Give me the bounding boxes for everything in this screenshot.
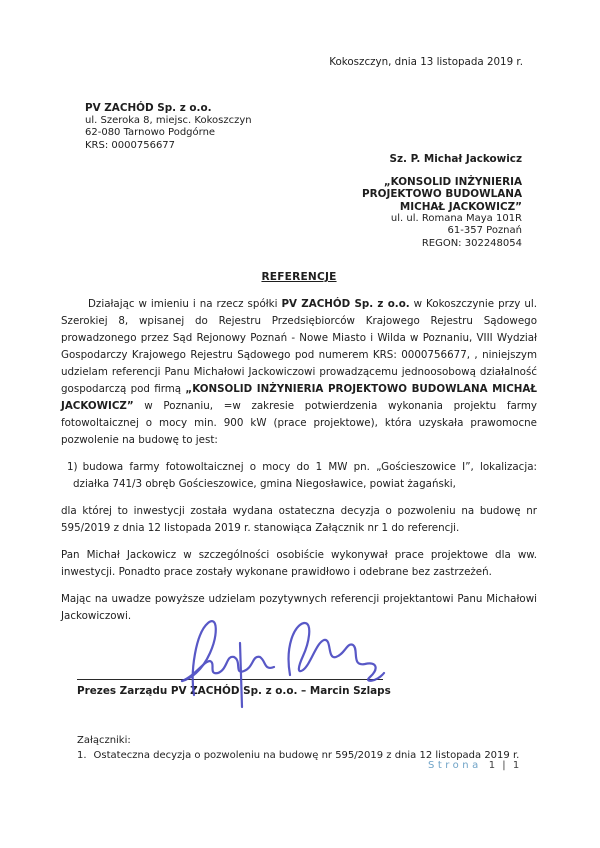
list-item-investment (61, 459, 537, 493)
attachments-label: Załączniki: (77, 735, 131, 747)
signature-ink-strokes (182, 621, 384, 707)
sender-name: PV ZACHÓD Sp. z o.o. (85, 102, 212, 114)
paragraph-intro (61, 296, 537, 449)
p1-start: Działając w imieniu i na rzecz spółki (88, 298, 282, 311)
attachment-item-text: Ostateczna decyzja o pozwoleniu na budowę nr 595/2019 z dnia 12 listopada 2019 r. (93, 749, 520, 761)
recipient-regon: REGON: 302248054 (421, 237, 522, 249)
recipient-address-line1: ul. ul. Romana Maya 101R (390, 213, 522, 224)
recipient-address-line2: 61-357 Poznań (447, 225, 522, 237)
p1-end: w Poznaniu, =w zakresie potwierdzenia wykonania projektu farmy fotowoltaicznej o mocy min. 900 kW (prace projektowe), która uzyskała prawomocne pozwolenie na budowę to jest: (61, 400, 537, 447)
recipient-company-line2: PROJEKTOWO BUDOWLANA (362, 188, 522, 201)
signature-ink (132, 609, 394, 711)
document-title: REFERENCJE (261, 271, 337, 284)
recipient-company-line1: „KONSOLID INŻYNIERIA (383, 175, 522, 188)
list-item-marker: 1) (67, 461, 78, 474)
sender-address-line1: ul. Szeroka 8, miejsc. Kokoszczyn (85, 114, 252, 126)
sender-krs: KRS: 0000756677 (85, 139, 176, 151)
signature-block (77, 625, 537, 727)
letter-date: Kokoszczyn, dnia 13 listopada 2019 r. (329, 56, 523, 68)
paragraph-decision: dla której to inwestycji została wydana ostateczna decyzja o pozwoleniu na budowę nr 595/2019 z dnia 12 listopada 2019 r. stanowiąca Załącznik nr 1 do referencji. (61, 505, 537, 535)
attachment-item-marker: 1. (77, 749, 87, 761)
sender-block (85, 102, 537, 152)
page-footer (428, 757, 521, 774)
paragraph-work-quality: Pan Michał Jackowicz w szczególności osobiście wykonywał prace projektowe dla ww. inwestycji. Ponadto prace zostały wykonane prawidłowo i odebrane bez zastrzeżeń. (61, 549, 537, 579)
recipient-block (61, 153, 537, 250)
footer-page-number: 1 | 1 (488, 760, 522, 771)
p1-recipient-company-bold: „KONSOLID INŻYNIERIA PROJEKTOWO BUDOWLANA MICHAŁ JACKOWICZ” (61, 383, 537, 413)
paragraph-conclusion: Mając na uwadze powyższe udzielam pozytywnych referencji projektantowi Panu Michałowi Jackowiczowi. (61, 593, 537, 623)
recipient-company-line3: MICHAŁ JACKOWICZ” (399, 200, 522, 213)
sender-address-line2: 62-080 Tarnowo Podgórne (85, 127, 216, 139)
list-item-text: budowa farmy fotowoltaicznej o mocy do 1 MW pn. „Gościeszowice I”, lokalizacja: działka 741/3 obręb Gościeszowice, gmina Niegosławice, powiat żagański, (73, 461, 537, 491)
p1-mid: w Kokoszczynie przy ul. Szerokiej 8, wpisanej do Rejestru Przedsiębiorców Krajowego Rejestru Sądowego prowadzonego przez Sąd Rejonowy Poznań - Nowe Miasto i Wilda w Poznaniu, VIII Wydział Gospodarczy Krajowego Rejestru Sądowego pod numerem KRS: 0000756677, , niniejszym udzielam referencji Panu Michałowi Jackowiczowi prowadzącemu jednoosobową działalność gospodarczą pod firmą (61, 298, 537, 396)
signer-name-line: Prezes Zarządu PV ZACHÓD Sp. z o.o. – Marcin Szlaps (77, 685, 391, 698)
footer-page-label: Strona (428, 760, 482, 771)
p1-company-bold: PV ZACHÓD Sp. z o.o. (281, 298, 410, 311)
recipient-salutation: Sz. P. Michał Jackowicz (389, 153, 522, 166)
